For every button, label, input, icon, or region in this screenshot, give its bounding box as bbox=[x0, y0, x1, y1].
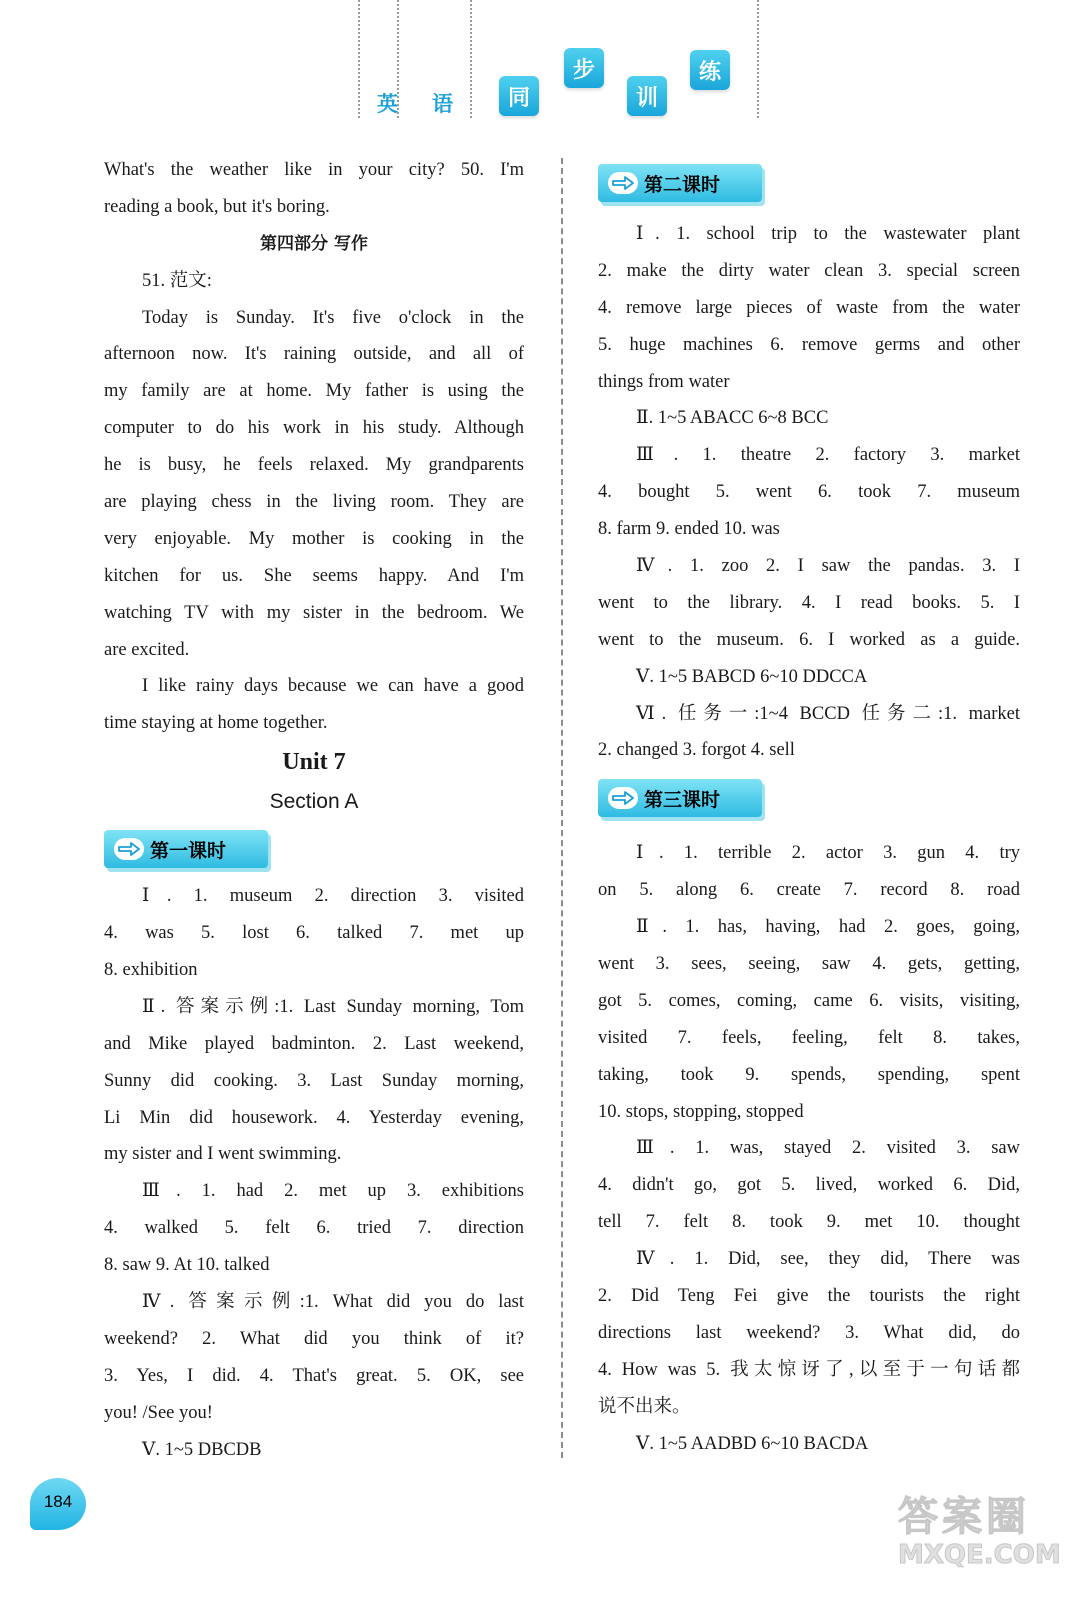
answer-line: Sunny did cooking. 3. Last Sunday morning, bbox=[104, 1070, 524, 1091]
lesson-badge-label: 第一课时 bbox=[150, 839, 227, 862]
answer-line: 10. stops, stopping, stopped bbox=[598, 1101, 804, 1122]
answer-line: Ⅳ. 1. zoo 2. I saw the pandas. 3. I bbox=[636, 556, 1020, 577]
answer-line: Ⅱ. 1. has, having, had 2. goes, going, bbox=[636, 917, 1020, 938]
answer-line: went to the museum. 6. I worked as a guide. bbox=[598, 629, 1020, 650]
answer-line: you! /See you! bbox=[104, 1402, 213, 1423]
answer-line: 4. was 5. lost 6. talked 7. met up bbox=[104, 923, 524, 944]
lesson-badge-row bbox=[598, 769, 1020, 835]
essay-line: he is busy, he feels relaxed. My grandparents bbox=[104, 455, 524, 476]
header-divider bbox=[757, 0, 759, 118]
answer-line: taking, took 9. spends, spending, spent bbox=[598, 1064, 1020, 1085]
lesson-badge-label: 第三课时 bbox=[644, 788, 721, 811]
answer-line: went 3. sees, seeing, saw 4. gets, getting, bbox=[598, 954, 1020, 975]
arrow-right-icon bbox=[608, 172, 638, 194]
watermark-logo bbox=[898, 1485, 1068, 1575]
answer-line: Ⅴ. 1~5 BABCD 6~10 DDCCA bbox=[636, 666, 868, 687]
answer-line: my sister and I went swimming. bbox=[104, 1144, 342, 1165]
unit-title: Unit 7 bbox=[282, 749, 346, 776]
answer-line: Ⅵ. 任务一:1~4 BCCD 任务二:1. market bbox=[636, 703, 1020, 724]
answer-line: 3. Yes, I did. 4. That's great. 5. OK, see bbox=[104, 1365, 524, 1386]
header-char: 语 bbox=[432, 92, 453, 116]
answer-line: 8. farm 9. ended 10. was bbox=[598, 519, 780, 540]
essay-line: very enjoyable. My mother is cooking in the bbox=[104, 528, 524, 549]
essay-line: are excited. bbox=[104, 639, 190, 660]
essay-line: Today is Sunday. It's five o'clock in the bbox=[142, 307, 524, 328]
header-char-box: 同 bbox=[499, 76, 539, 116]
essay-line: kitchen for us. She seems happy. And I'm bbox=[104, 565, 524, 586]
right-column bbox=[598, 152, 1020, 1463]
text-line: 51. 范文: bbox=[142, 270, 212, 291]
answer-line: 5. huge machines 6. remove germs and other bbox=[598, 334, 1020, 355]
header-divider bbox=[358, 0, 360, 118]
answer-line: Ⅴ. 1~5 DBCDB bbox=[142, 1439, 262, 1460]
arrow-right-icon bbox=[114, 838, 144, 860]
answer-line: Li Min did housework. 4. Yesterday evening, bbox=[104, 1107, 524, 1128]
header-char-box: 练 bbox=[690, 50, 730, 90]
answer-line: 8. saw 9. At 10. talked bbox=[104, 1255, 270, 1276]
header-char: 英 bbox=[377, 92, 398, 116]
header-char-box: 步 bbox=[564, 48, 604, 88]
answer-line: 2. changed 3. forgot 4. sell bbox=[598, 740, 795, 761]
answer-line: Ⅳ. 1. Did, see, they did, There was bbox=[636, 1249, 1020, 1270]
text-line: reading a book, but it's boring. bbox=[104, 196, 330, 217]
watermark-url: MXQE.COM bbox=[898, 1540, 1061, 1570]
essay-line: computer to do his work in his study. Although bbox=[104, 418, 524, 439]
answer-line: 4. walked 5. felt 6. tried 7. direction bbox=[104, 1218, 524, 1239]
answer-line: weekend? 2. What did you think of it? bbox=[104, 1328, 524, 1349]
column-divider bbox=[561, 158, 563, 1458]
answer-line: Ⅱ. 1~5 ABACC 6~8 BCC bbox=[636, 408, 829, 429]
arrow-right-icon bbox=[608, 787, 638, 809]
header-char-box: 训 bbox=[627, 76, 667, 116]
essay-line: afternoon now. It's raining outside, and all of bbox=[104, 344, 524, 365]
essay-line: my family are at home. My father is using the bbox=[104, 381, 524, 402]
essay-line: time staying at home together. bbox=[104, 713, 328, 734]
answer-line: 4. didn't go, got 5. lived, worked 6. Did, bbox=[598, 1175, 1020, 1196]
answer-line: Ⅱ. 答案示例:1. Last Sunday morning, Tom bbox=[142, 996, 524, 1017]
part-heading: 第四部分 写作 bbox=[260, 233, 368, 254]
answer-line: directions last weekend? 3. What did, do bbox=[598, 1322, 1020, 1343]
essay-line: I like rainy days because we can have a good bbox=[142, 676, 524, 697]
page-number-badge bbox=[30, 1478, 86, 1530]
answer-line: Ⅰ. 1. terrible 2. actor 3. gun 4. try bbox=[636, 843, 1020, 864]
lesson-badge-label: 第二课时 bbox=[644, 173, 721, 196]
answer-line: Ⅲ. 1. was, stayed 2. visited 3. saw bbox=[636, 1138, 1020, 1159]
answer-line: and Mike played badminton. 2. Last weekend, bbox=[104, 1033, 524, 1054]
answer-line: 4. bought 5. went 6. took 7. museum bbox=[598, 482, 1020, 503]
answer-line: on 5. along 6. create 7. record 8. road bbox=[598, 880, 1020, 901]
answer-line: Ⅰ. 1. museum 2. direction 3. visited bbox=[142, 886, 524, 907]
left-column bbox=[104, 152, 524, 1469]
answer-line: Ⅰ. 1. school trip to the wastewater plant bbox=[636, 224, 1020, 244]
answer-line: 4. How was 5. 我太惊讶了,以至于一句话都 bbox=[598, 1359, 1020, 1380]
answer-line: visited 7. feels, feeling, felt 8. takes, bbox=[598, 1027, 1020, 1048]
answer-line: Ⅴ. 1~5 AADBD 6~10 BACDA bbox=[636, 1433, 869, 1454]
answer-line: 4. remove large pieces of waste from the water bbox=[598, 297, 1020, 318]
header-divider bbox=[470, 0, 472, 118]
answer-line: 2. make the dirty water clean 3. special screen bbox=[598, 260, 1020, 281]
answer-line: got 5. comes, coming, came 6. visits, visiting, bbox=[598, 990, 1020, 1011]
lesson-badge-row bbox=[598, 152, 1020, 216]
text-line: What's the weather like in your city? 50. I'm bbox=[104, 160, 524, 180]
answer-line: things from water bbox=[598, 371, 730, 392]
answer-line: went to the library. 4. I read books. 5. I bbox=[598, 592, 1020, 613]
lesson-badge bbox=[598, 779, 762, 817]
lesson-badge-row bbox=[104, 822, 524, 878]
answer-line: Ⅲ. 1. had 2. met up 3. exhibitions bbox=[142, 1181, 524, 1202]
section-title: Section A bbox=[269, 790, 359, 814]
lesson-badge bbox=[104, 830, 268, 868]
answer-line: Ⅳ. 答案示例:1. What did you do last bbox=[142, 1292, 524, 1313]
lesson-badge bbox=[598, 164, 762, 202]
essay-line: are playing chess in the living room. They are bbox=[104, 492, 524, 513]
answer-line: 说不出来。 bbox=[598, 1396, 691, 1417]
answer-line: tell 7. felt 8. took 9. met 10. thought bbox=[598, 1212, 1020, 1233]
answer-line: Ⅲ. 1. theatre 2. factory 3. market bbox=[636, 445, 1020, 466]
page-number: 184 bbox=[43, 1492, 73, 1511]
watermark-text: 答案圈 bbox=[898, 1494, 1030, 1540]
answer-line: 8. exhibition bbox=[104, 960, 198, 981]
answer-line: 2. Did Teng Fei give the tourists the right bbox=[598, 1286, 1020, 1307]
essay-line: watching TV with my sister in the bedroom. We bbox=[104, 602, 524, 623]
